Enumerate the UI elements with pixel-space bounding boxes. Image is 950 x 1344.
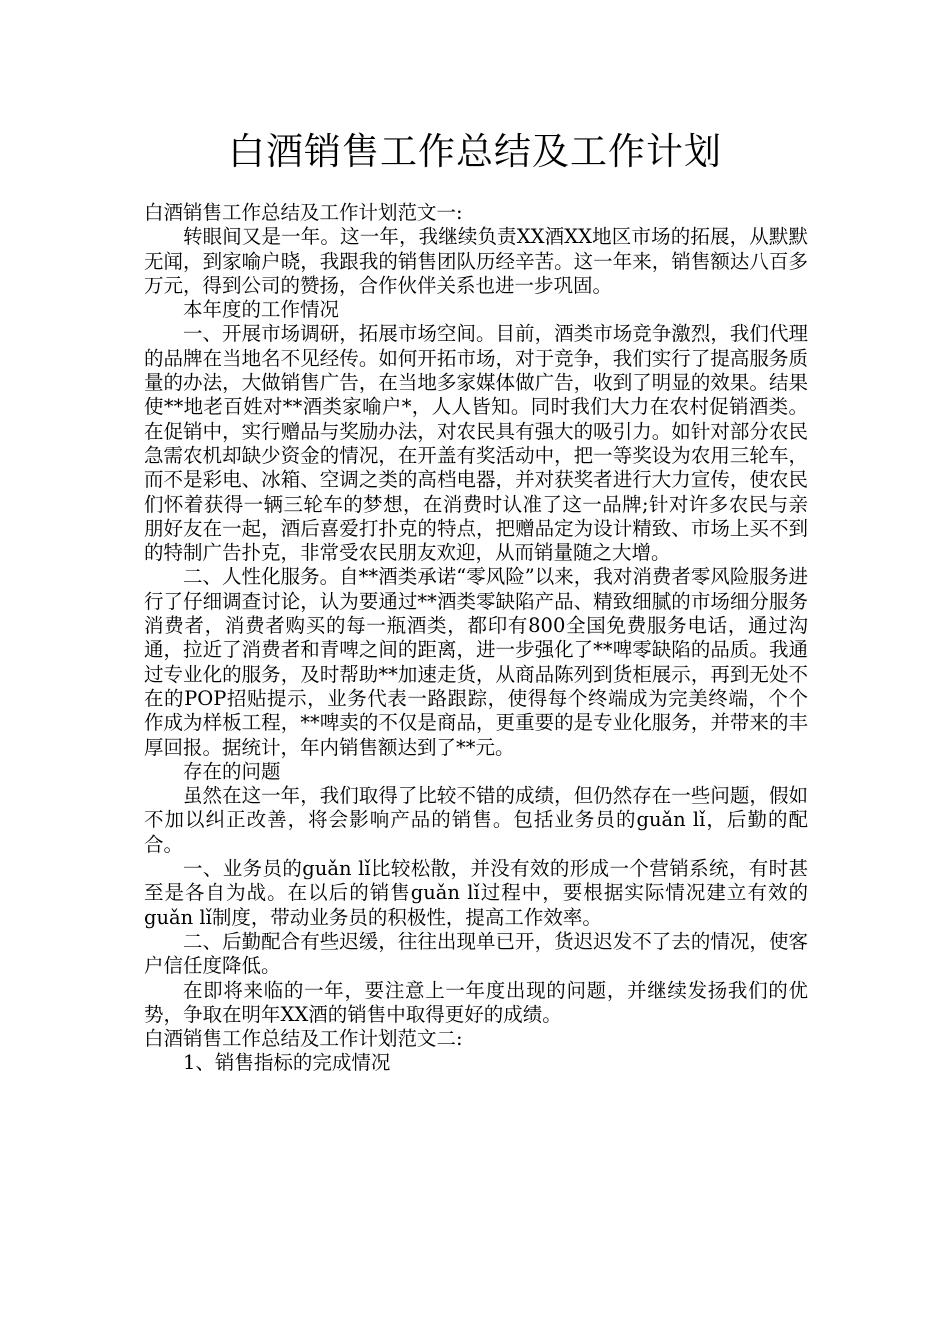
document-body [144, 201, 808, 1076]
section-heading: 存在的问题 [183, 759, 281, 783]
paragraph: 白酒销售工作总结及工作计划范文一: [144, 201, 463, 224]
paragraph: 二、后勤配合有些迟缓，往往出现单已开，货迟迟发不了去的情况，使客户信任度降低。 [144, 929, 808, 978]
paragraph: 一、开展市场调研，拓展市场空间。目前，酒类市场竞争激烈，我们代理的品牌在当地名不见经传。如何开拓市场，对于竞争，我们实行了提高服务质量的办法，大做销售广告，在当地多家媒体做广告，收到了明显的效果。结果使**地老百姓对**酒类家喻户*，人人皆知。同时我们大力在农村促销酒类。在促销中，实行赠品与奖励办法，对农民具有强大的吸引力。如针对部分农民急需农机却缺少资金的情况，在开盖有奖活动中，把一等奖设为农用三轮车，而不是彩电、冰箱、空调之类的高档电器，并对获奖者进行大力宣传，使农民们怀着获得一辆三轮车的梦想，在消费时认准了这一品牌;针对许多农民与亲朋好友在一起，酒后喜爱打扑克的特点，把赠品定为设计精致、市场上买不到的特制广告扑克，非常受农民朋友欢迎，从而销量随之大增。 [144, 322, 808, 565]
paragraph: 二、人性化服务。自**酒类承诺“零风险”以来，我对消费者零风险服务进行了仔细调查讨论，认为要通过**酒类零缺陷产品、精致细腻的市场细分服务消费者，消费者购买的每一瓶酒类，都印有800全国免费服务电话，通过沟通，拉近了消费者和青啤之间的距离，进一步强化了**啤零缺陷的品质。我通过专业化的服务，及时帮助**加速走货，从商品陈列到货柜展示，再到无处不在的POP招贴提示，业务代表一路跟踪，使得每个终端成为完美终端，个个作成为样板工程，**啤卖的不仅是商品，更重要的是专业化服务，并带来的丰厚回报。据统计，年内销售额达到了**元。 [144, 565, 808, 759]
section-heading: 1、销售指标的完成情况 [183, 1051, 391, 1075]
paragraph: 在即将来临的一年，要注意上一年度出现的问题，并继续发扬我们的优势，争取在明年XX酒的销售中取得更好的成绩。 [144, 978, 808, 1026]
paragraph: 白酒销售工作总结及工作计划范文二: [144, 1027, 463, 1051]
paragraph: 一、业务员的guǎn lǐ比较松散，并没有效的形成一个营销系统，有时甚至是各自为战。在以后的销售guǎn lǐ过程中，要根据实际情况建立有效的guǎn lǐ制度，带动业务员的积极性，提高工作效率。 [144, 857, 808, 929]
section-heading: 本年度的工作情况 [183, 298, 340, 322]
paragraph: 转眼间又是一年。这一年，我继续负责XX酒XX地区市场的拓展，从默默无闻，到家喻户晓，我跟我的销售团队历经辛苦。这一年来，销售额达八百多万元，得到公司的赞扬，合作伙伴关系也进一步巩固。 [144, 225, 808, 297]
paragraph: 虽然在这一年，我们取得了比较不错的成绩，但仍然存在一些问题，假如不加以纠正改善，将会影响产品的销售。包括业务员的guǎn lǐ，后勤的配合。 [144, 784, 808, 856]
document-title: 白酒销售工作总结及工作计划 [228, 130, 722, 173]
